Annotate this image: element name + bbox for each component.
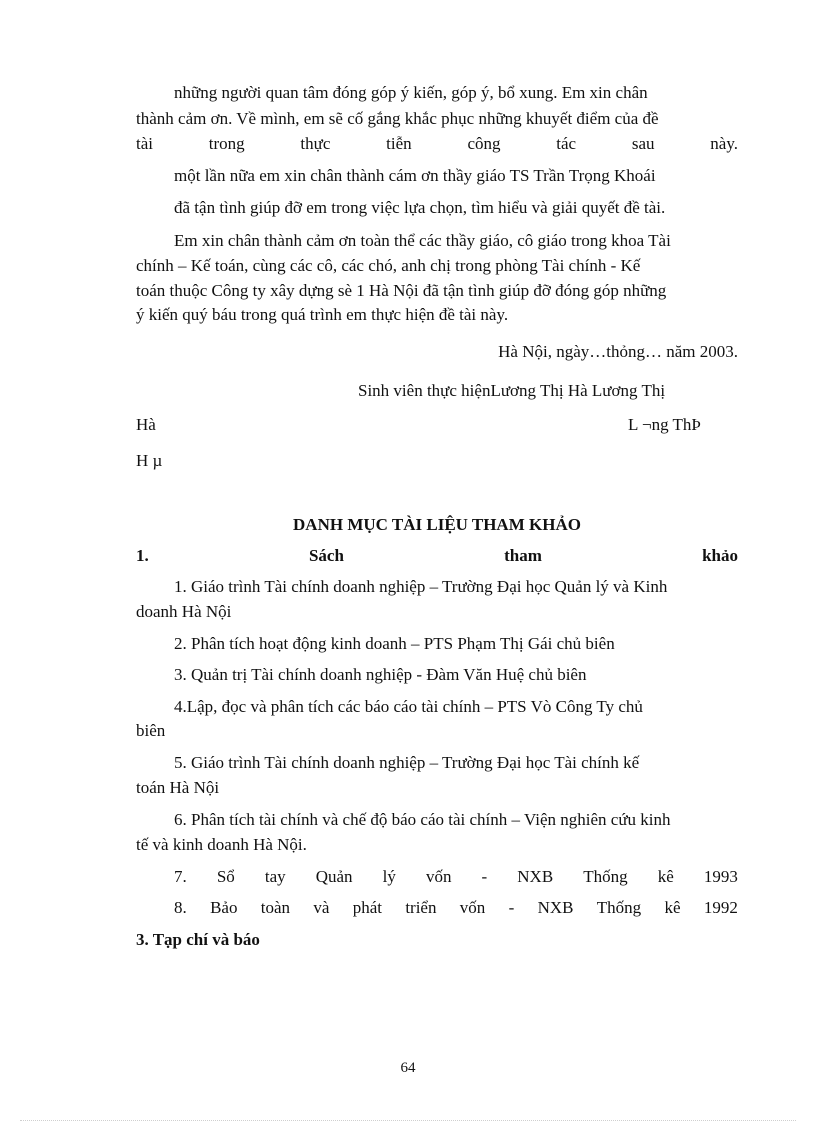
word: lý: [382, 867, 396, 886]
word: Bảo: [210, 898, 238, 917]
word: công: [467, 134, 501, 153]
signature-signer: Sinh viên thực hiệnLương Thị Hà Lương Thị: [358, 381, 666, 400]
word: Sách: [308, 546, 344, 565]
word: Thống: [596, 898, 642, 917]
acknowledgement-justified-line: [136, 133, 738, 155]
reference-item: 5. Giáo trình Tài chính doanh nghiệp – Trường Đại học Tài chính kế: [174, 753, 640, 772]
word: tham: [504, 546, 542, 565]
signature-name-garbled: L ¬ng ThÞ: [628, 415, 701, 434]
signature-name-left: Hà: [136, 415, 156, 434]
word: và: [313, 898, 330, 917]
reference-item: 3. Quản trị Tài chính doanh nghiệp - Đàm Văn Huệ chủ biên: [174, 665, 587, 684]
acknowledgement-line: chính – Kế toán, cùng các cô, các chó, anh chị trong phòng Tài chính - Kế: [136, 256, 641, 275]
word: Sổ: [216, 867, 235, 886]
reference-item: doanh Hà Nội: [136, 602, 232, 621]
acknowledgement-line: một lần nữa em xin chân thành cám ơn thầy giáo TS Trần Trọng Khoái: [174, 166, 656, 185]
reference-item: 4.Lập, đọc và phân tích các báo cáo tài chính – PTS Vò Công Ty chủ: [174, 697, 643, 716]
acknowledgement-line: thành cảm ơn. Về mình, em sẽ cố gắng khắc phục những khuyết điểm của đề: [136, 109, 659, 128]
word: 7.: [174, 867, 187, 886]
signature-name-garbled-left: H µ: [136, 451, 163, 470]
word: trong: [208, 134, 245, 153]
reference-item: biên: [136, 721, 166, 740]
word: tiễn: [386, 134, 412, 153]
word: -: [481, 867, 488, 886]
word: tay: [264, 867, 286, 886]
reference-item: 2. Phân tích hoạt động kinh doanh – PTS Phạm Thị Gái chủ biên: [174, 634, 615, 653]
footer-divider: [20, 1120, 796, 1121]
word: kê: [664, 898, 681, 917]
acknowledgement-line: những người quan tâm đóng góp ý kiến, góp ý, bổ xung. Em xin chân: [174, 83, 648, 102]
word: NXB: [537, 898, 574, 917]
word: này.: [710, 134, 738, 153]
word: 1992: [703, 898, 738, 917]
reference-item: 6. Phân tích tài chính và chế độ báo cáo tài chính – Viện nghiên cứu kinh: [174, 810, 671, 829]
word: 1.: [136, 546, 149, 565]
references-section-heading: [136, 545, 738, 567]
references-section-heading: 3. Tạp chí và báo: [136, 930, 260, 949]
word: tác: [556, 134, 577, 153]
word: Quản: [315, 867, 353, 886]
word: sau: [631, 134, 655, 153]
word: khảo: [702, 546, 738, 565]
reference-item: toán Hà Nội: [136, 778, 220, 797]
word: 8.: [174, 898, 187, 917]
word: kê: [657, 867, 674, 886]
word: -: [508, 898, 515, 917]
reference-item: 1. Giáo trình Tài chính doanh nghiệp – Trường Đại học Quản lý và Kinh: [174, 577, 668, 596]
acknowledgement-line: đã tận tình giúp đỡ em trong việc lựa chọn, tìm hiểu và giải quyết đề tài.: [174, 198, 666, 217]
reference-item-justified: [174, 866, 738, 888]
reference-item-justified: [174, 897, 738, 919]
acknowledgement-line: toán thuộc Công ty xây dựng sè 1 Hà Nội đã tận tình giúp đỡ đóng góp những: [136, 281, 667, 300]
word: vốn: [459, 898, 486, 917]
word: phát: [352, 898, 382, 917]
word: thực: [300, 134, 331, 153]
word: tài: [136, 134, 153, 153]
acknowledgement-line: ý kiến quý báu trong quá trình em thực hiện đề tài này.: [136, 305, 509, 324]
word: Thống: [583, 867, 628, 886]
word: 1993: [703, 867, 738, 886]
reference-item: tế và kinh doanh Hà Nội.: [136, 835, 307, 854]
word: NXB: [517, 867, 554, 886]
word: triển: [405, 898, 437, 917]
references-title: DANH MỤC TÀI LIỆU THAM KHẢO: [293, 515, 581, 534]
word: vốn: [425, 867, 452, 886]
signature-date: Hà Nội, ngày…thỏng… năm 2003.: [498, 342, 738, 361]
acknowledgement-line: Em xin chân thành cảm ơn toàn thể các thầy giáo, cô giáo trong khoa Tài: [174, 231, 671, 250]
word: toàn: [260, 898, 291, 917]
page-number: 64: [400, 1060, 416, 1076]
